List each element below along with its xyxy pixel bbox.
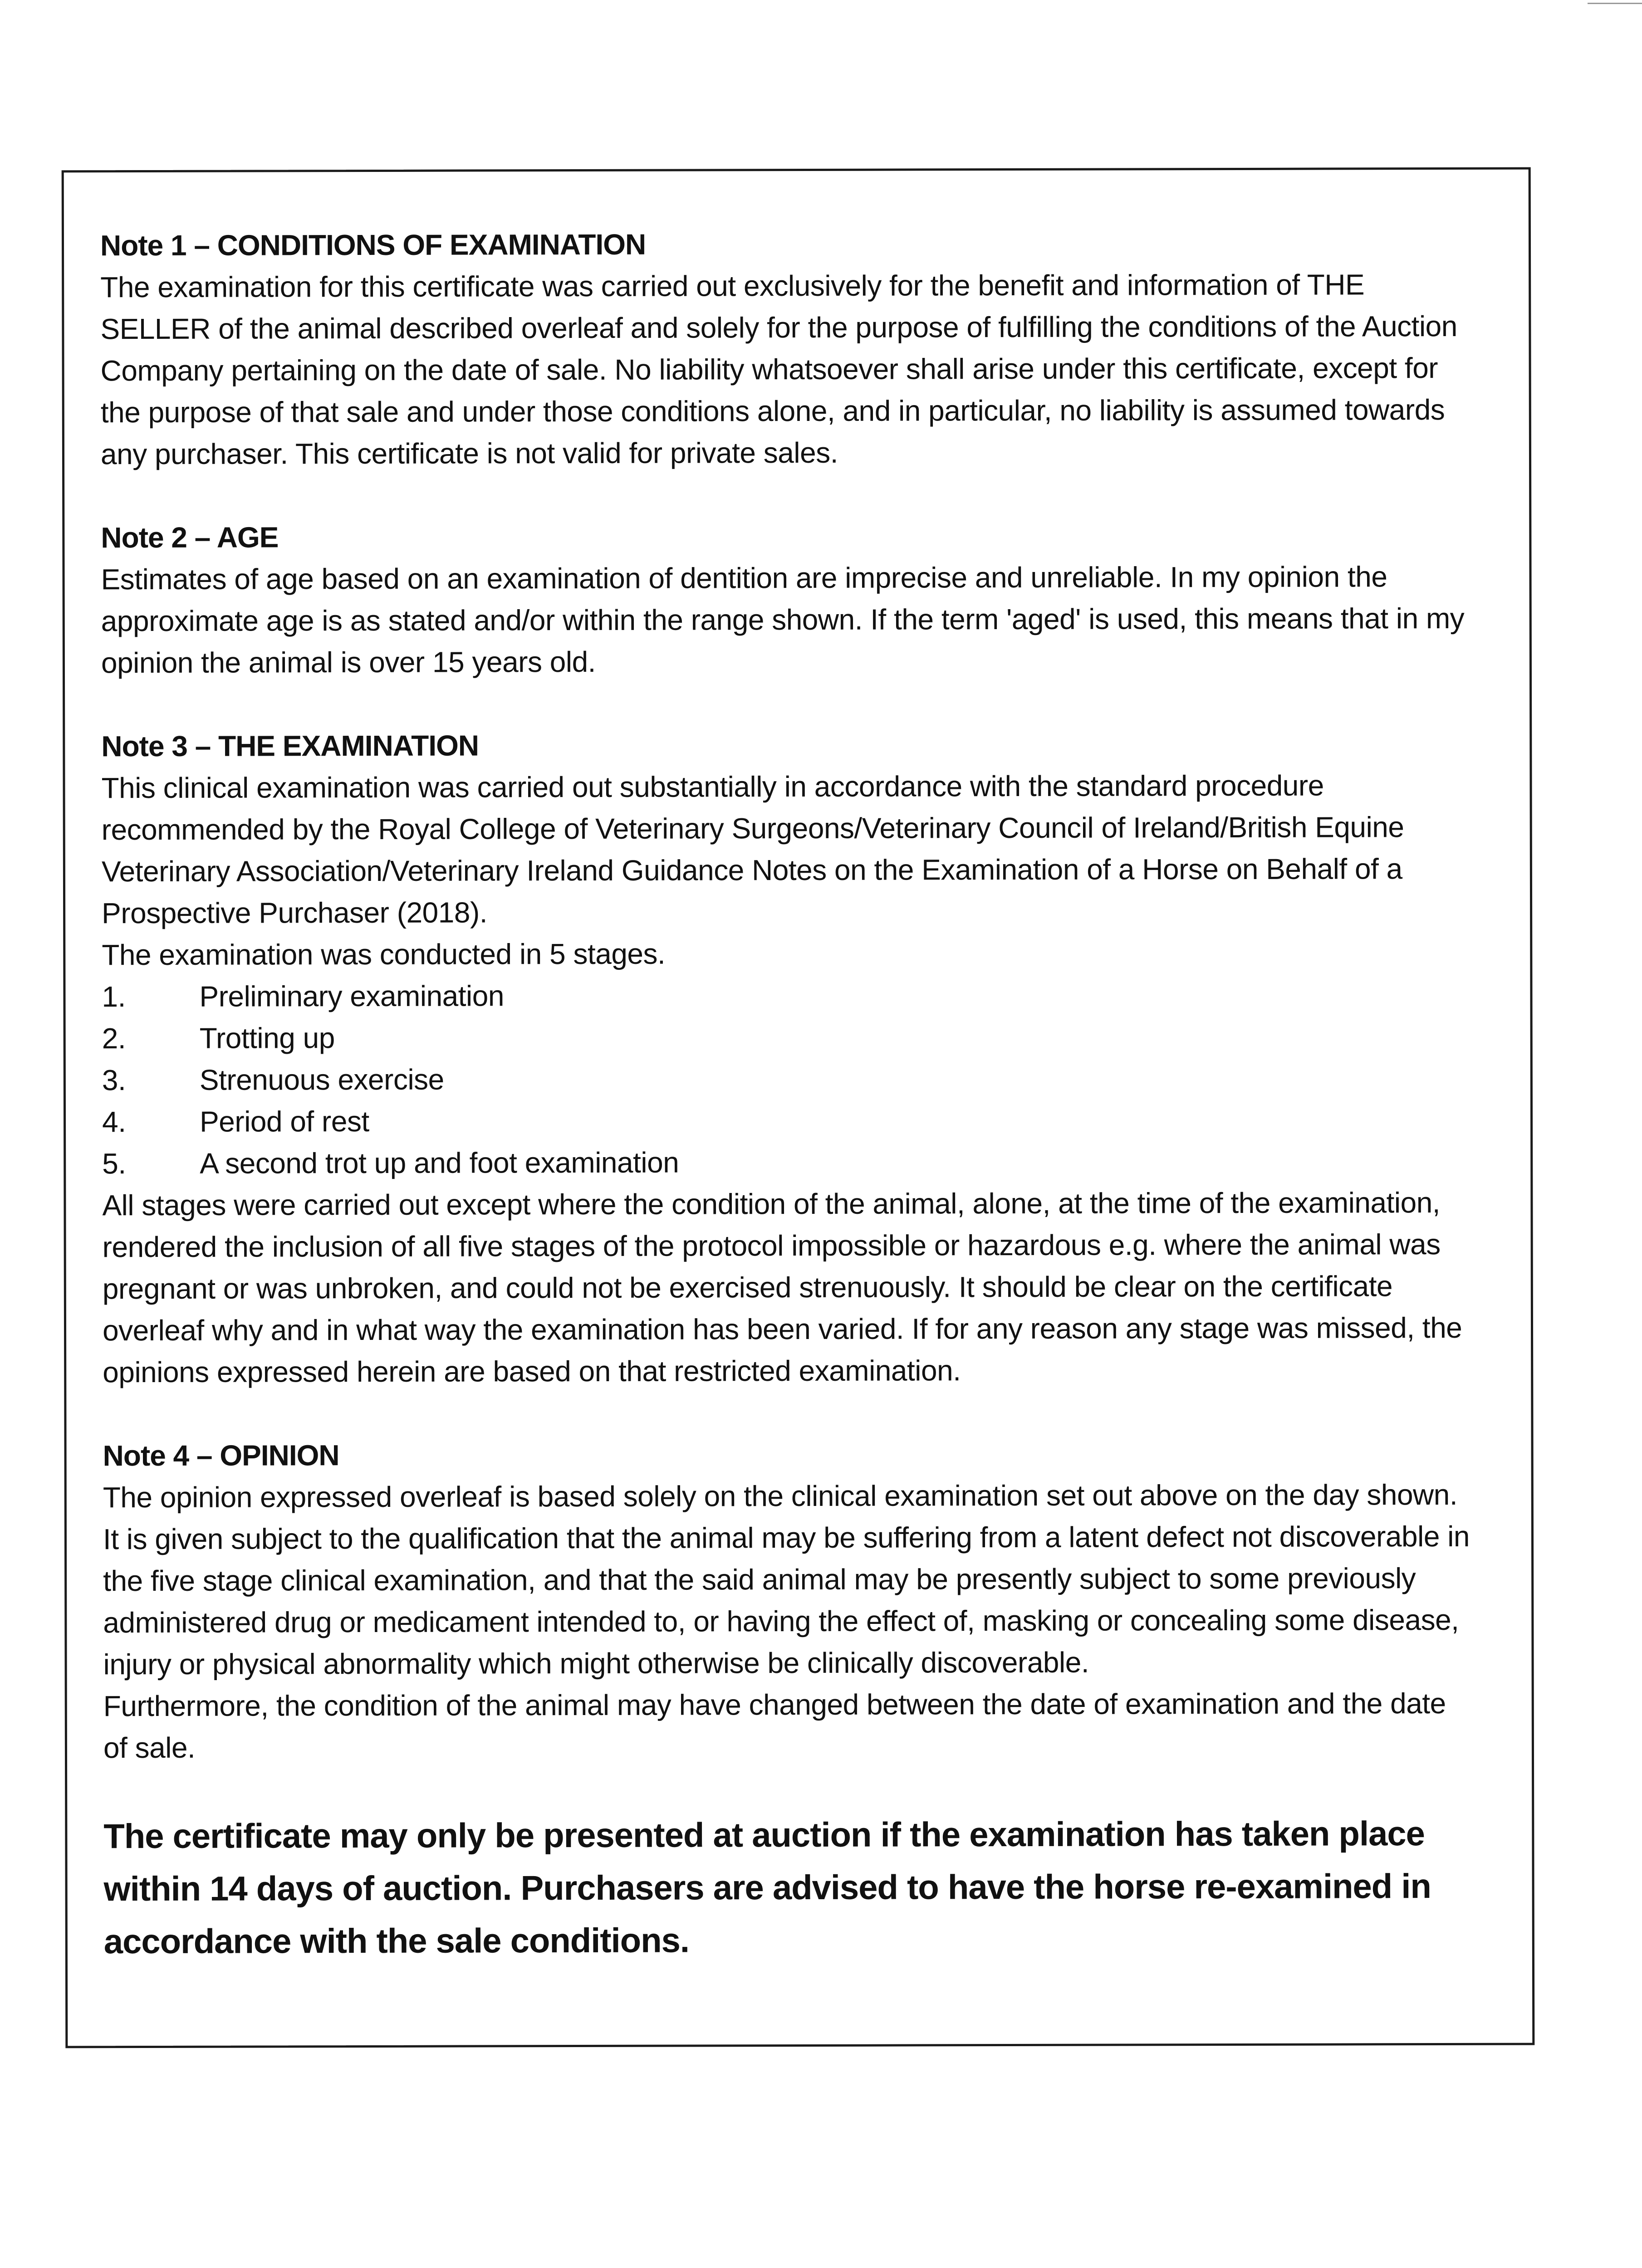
- stage-number: 5.: [102, 1147, 126, 1180]
- stage-label: Strenuous exercise: [199, 1063, 444, 1096]
- notes-frame: [62, 167, 1535, 2048]
- note-age: [101, 514, 1475, 684]
- stage-list: [102, 973, 1476, 1184]
- note-opinion: [103, 1432, 1478, 1769]
- note-heading: Note 2 – AGE: [101, 521, 279, 554]
- note-paragraph: Furthermore, the condition of the animal may have changed between the date of examination and the date of sale.: [103, 1687, 1446, 1765]
- stage-label: A second trot up and foot examination: [200, 1146, 679, 1180]
- page-edge-mark: [1588, 3, 1642, 4]
- stage-number: 1.: [102, 980, 126, 1013]
- note-heading: Note 3 – THE EXAMINATION: [101, 729, 479, 763]
- stage-item: [102, 1140, 1476, 1184]
- stage-item: [102, 1015, 1476, 1059]
- note-paragraph: All stages were carried out except where the condition of the animal, alone, at the time of the examination, rendered the inclusion of all five stages of the protocol impossible or hazardous e.g. where the animal was pregnant or was unbroken, and could not be exercised strenuously. It should be clear on the certificate overleaf why and in what way the examination has been varied. If for any reason any stage was missed, the opinions expressed herein are based on that restricted examination.: [102, 1186, 1462, 1389]
- stage-number: 4.: [102, 1105, 126, 1139]
- stage-number: 3.: [102, 1064, 126, 1097]
- note-paragraph: The examination for this certificate was carried out exclusively for the benefit and information of THE SELLER of the animal described overleaf and solely for the purpose of fulfilling the conditions of the Auction Company pertaining on the date of sale. No liability whatsoever shall arise under this certificate, except for the purpose of that sale and under those conditions alone, and in particular, no liability is assumed towards any purchaser. This certificate is not valid for private sales.: [100, 268, 1457, 471]
- note-paragraph: This clinical examination was carried out substantially in accordance with the standard procedure recommended by the Royal College of Veterinary Surgeons/Veterinary Council of Ireland/British Equine Veterinary Association/Veterinary Ireland Guidance Notes on the Examination of a Horse on Behalf of a Prospective Purchaser (2018).: [101, 769, 1404, 930]
- note-heading: Note 4 – OPINION: [103, 1439, 339, 1472]
- note-paragraph: The opinion expressed overleaf is based solely on the clinical examination set out above on the day shown. It is given subject to the qualification that the animal may be suffering from a latent defect not discoverable in the five stage clinical examination, and that the said animal may be presently subject to some previously administered drug or medicament intended to, or having the effect of, masking or concealing some disease, injury or physical abnormality which might otherwise be clinically discoverable.: [103, 1478, 1470, 1681]
- note-conditions-of-examination: [100, 222, 1475, 475]
- auction-warning: The certificate may only be presented at auction if the examination has taken place within 14 days of auction. Purchasers are advised to have the horse re-examined in accordance with the sale conditions.: [103, 1814, 1431, 1961]
- notes-content: [100, 222, 1478, 2003]
- note-paragraph: The examination was conducted in 5 stages.: [102, 937, 666, 972]
- stage-label: Trotting up: [199, 1022, 335, 1055]
- note-the-examination: [101, 723, 1476, 1393]
- stage-number: 2.: [102, 1022, 126, 1055]
- note-heading: Note 1 – CONDITIONS OF EXAMINATION: [100, 228, 646, 262]
- stage-item: [102, 973, 1475, 1017]
- stage-item: [102, 1098, 1476, 1143]
- stage-label: Preliminary examination: [199, 979, 504, 1013]
- stage-item: [102, 1056, 1476, 1101]
- stage-label: Period of rest: [199, 1105, 369, 1138]
- note-paragraph: Estimates of age based on an examination of dentition are imprecise and unreliable. In my opinion the approximate age is as stated and/or within the range shown. If the term 'aged' is used, this means that in my opinion the animal is over 15 years old.: [101, 560, 1465, 679]
